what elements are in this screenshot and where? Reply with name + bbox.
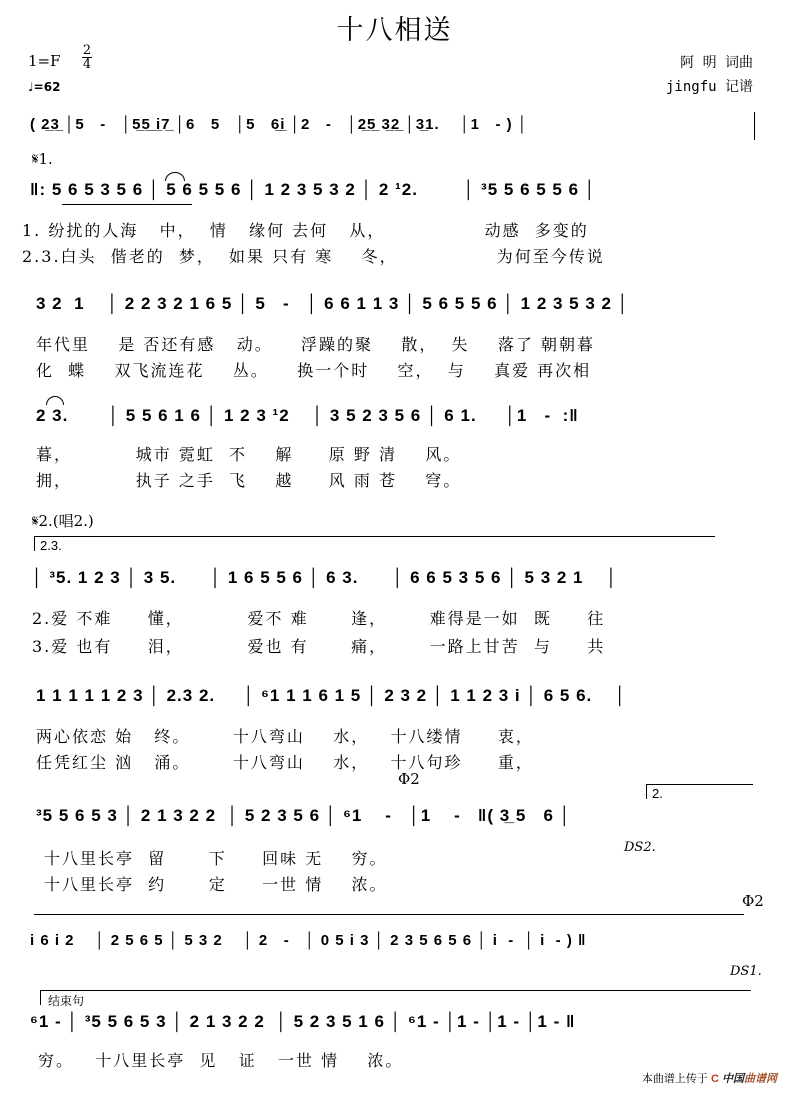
ds-2-mark: DS2. <box>624 840 656 855</box>
lyric-verse-1: 年代里 是 否还有感 动。 浮躁的聚 散， 失 落了 朝朝暮 <box>36 335 595 354</box>
lyric-verse-2: 两心依恋 始 终。 十八弯山 水， 十八缕情 衷， <box>36 727 534 746</box>
barline <box>754 112 755 140</box>
transcriber-credit: jingfu 记谱 <box>665 79 753 95</box>
time-signature-bottom: 4 <box>82 57 92 72</box>
lyric-ending: 穷。 十八里长亭 见 证 一世 情 浓。 <box>38 1051 404 1070</box>
site-logo-icon: C <box>710 1073 719 1085</box>
lyric-verse-2-3: 拥， 执子 之手 飞 越 风 雨 苍 穹。 <box>36 471 462 490</box>
site-name-part2: 曲谱网 <box>744 1073 777 1085</box>
underline-beam <box>62 204 192 205</box>
volta-label: 2. <box>652 786 663 801</box>
ending-bracket <box>40 990 751 1005</box>
segno-2-mark: 𝄋2.(唱2.) <box>32 512 94 530</box>
coda-2-mark: Φ2 <box>398 770 420 788</box>
notes-line: 3 2 1 │ 2 2 3 2 1 6 5 │ 5 - │ 6 6 1 1 3 │ 5 6 5 5 6 │ 1 2 3 5 3 2 │ <box>36 294 630 313</box>
notes-line: ‖: 5 6 5 3 5 6 │ 5 6 5 5 6 │ 1 2 3 5 3 2 │ 2 ¹2. │ ³5 5 6 5 5 6 │ <box>30 180 597 199</box>
notes-line: │ ³5. 1 2 3 │ 3 5. │ 1 6 5 5 6 │ 6 3. │ 6 6 5 3 5 6 │ 5 3 2 1 │ <box>32 568 619 587</box>
coda-2-mark: Φ2 <box>742 892 764 910</box>
slur <box>165 172 185 181</box>
bracket-line <box>34 914 744 915</box>
lyric-verse-2: 十八里长亭 留 下 回味 无 穷。 <box>44 849 388 868</box>
score-line-chorus-1 <box>0 510 789 660</box>
notes-line: ( 2̲3̲ │5 - │5̲5̲ i̲7̲ │6 5 │5 6̲i̲ │2 - │2̲5̲ 3̲2̲ │3̲1. │1 - ) │ <box>30 116 529 133</box>
lyric-verse-2-3: 2.3.白头 偕老的 梦， 如果 只有 寒 冬， 为何至今传说 <box>22 247 605 266</box>
score-line-chorus-2 <box>0 672 789 782</box>
lyric-verse-2-3: 化 蝶 双飞流连花 丛。 换一个时 空， 与 真爱 再次相 <box>36 361 592 380</box>
lyric-verse-3: 十八里长亭 约 定 一世 情 浓。 <box>44 875 388 894</box>
notes-line: ³5 5 6 5 3 │ 2 1 3 2 2 │ 5 2 3 5 6 │ ⁶1 - │1 - ‖( 3̲ 5 6 │ <box>36 806 572 825</box>
score-line-chorus-3 <box>0 770 789 894</box>
volta-bracket-2-3 <box>34 536 715 551</box>
slur <box>46 396 64 405</box>
ds-1-mark: DS1. <box>730 964 762 979</box>
score-line-intro <box>0 112 789 146</box>
notes-line: i 6 i 2 │ 2 5 6 5 │ 5 3 2 │ 2 - │ 0 5 i 3 │ 2 3 5 6 5 6 │ i - │ i - ) ‖ <box>30 932 587 949</box>
upload-text: 本曲谱上传于 <box>641 1073 708 1085</box>
notes-line: 1 1 1 1 1 2 3 │ 2.3 2. │ ⁶1 1 1 6 1 5 │ 2 3 2 │ 1 1 2 3 i │ 6 5 6. │ <box>36 686 627 705</box>
lyricist-composer-credit: 阿 明 词曲 <box>680 55 753 71</box>
time-signature <box>82 44 92 71</box>
volta-label: 2.3. <box>40 538 62 553</box>
score-line-interlude <box>0 892 789 979</box>
score-line-ending <box>0 990 789 1070</box>
song-title: 十八相送 <box>336 15 453 46</box>
source-footer <box>642 1070 777 1086</box>
lyric-verse-1: 1. 纷扰的人海 中， 情 缘何 去何 从， 动感 多变的 <box>22 221 589 240</box>
lyric-verse-3: 3.爱 也有 泪， 爱也 有 痛， 一路上甘苦 与 共 <box>32 637 606 656</box>
lyric-verse-1: 暮， 城市 霓虹 不 解 原 野 清 风。 <box>36 445 462 464</box>
site-name-part1: 中国 <box>722 1073 744 1085</box>
score-line-verse-3 <box>0 392 789 502</box>
lyric-verse-2: 2.爱 不难 懂， 爱不 难 逢， 难得是一如 既 往 <box>32 609 606 628</box>
notes-line: ⁶1 - │ ³5 5 6 5 3 │ 2 1 3 2 2 │ 5 2 3 5 1 6 │ ⁶1 - │1 - │1 - │1 - ‖ <box>30 1012 576 1031</box>
segno-1-mark: 𝄋1. <box>32 150 53 168</box>
lyric-verse-3: 任凭红尘 汹 涌。 十八弯山 水， 十八句珍 重， <box>36 753 534 772</box>
score-line-verse-1 <box>0 150 789 270</box>
notes-line: 2 3. │ 5 5 6 1 6 │ 1 2 3 ¹2 │ 3 5 2 3 5 6 │ 6 1. │1 - :‖ <box>36 406 579 425</box>
ending-label: 结束句 <box>48 994 85 1008</box>
key-signature: 1=F <box>28 52 61 70</box>
time-signature-top: 2 <box>82 43 92 58</box>
tempo-marking: ♩=62 <box>28 80 61 94</box>
score-line-verse-2 <box>0 282 789 392</box>
